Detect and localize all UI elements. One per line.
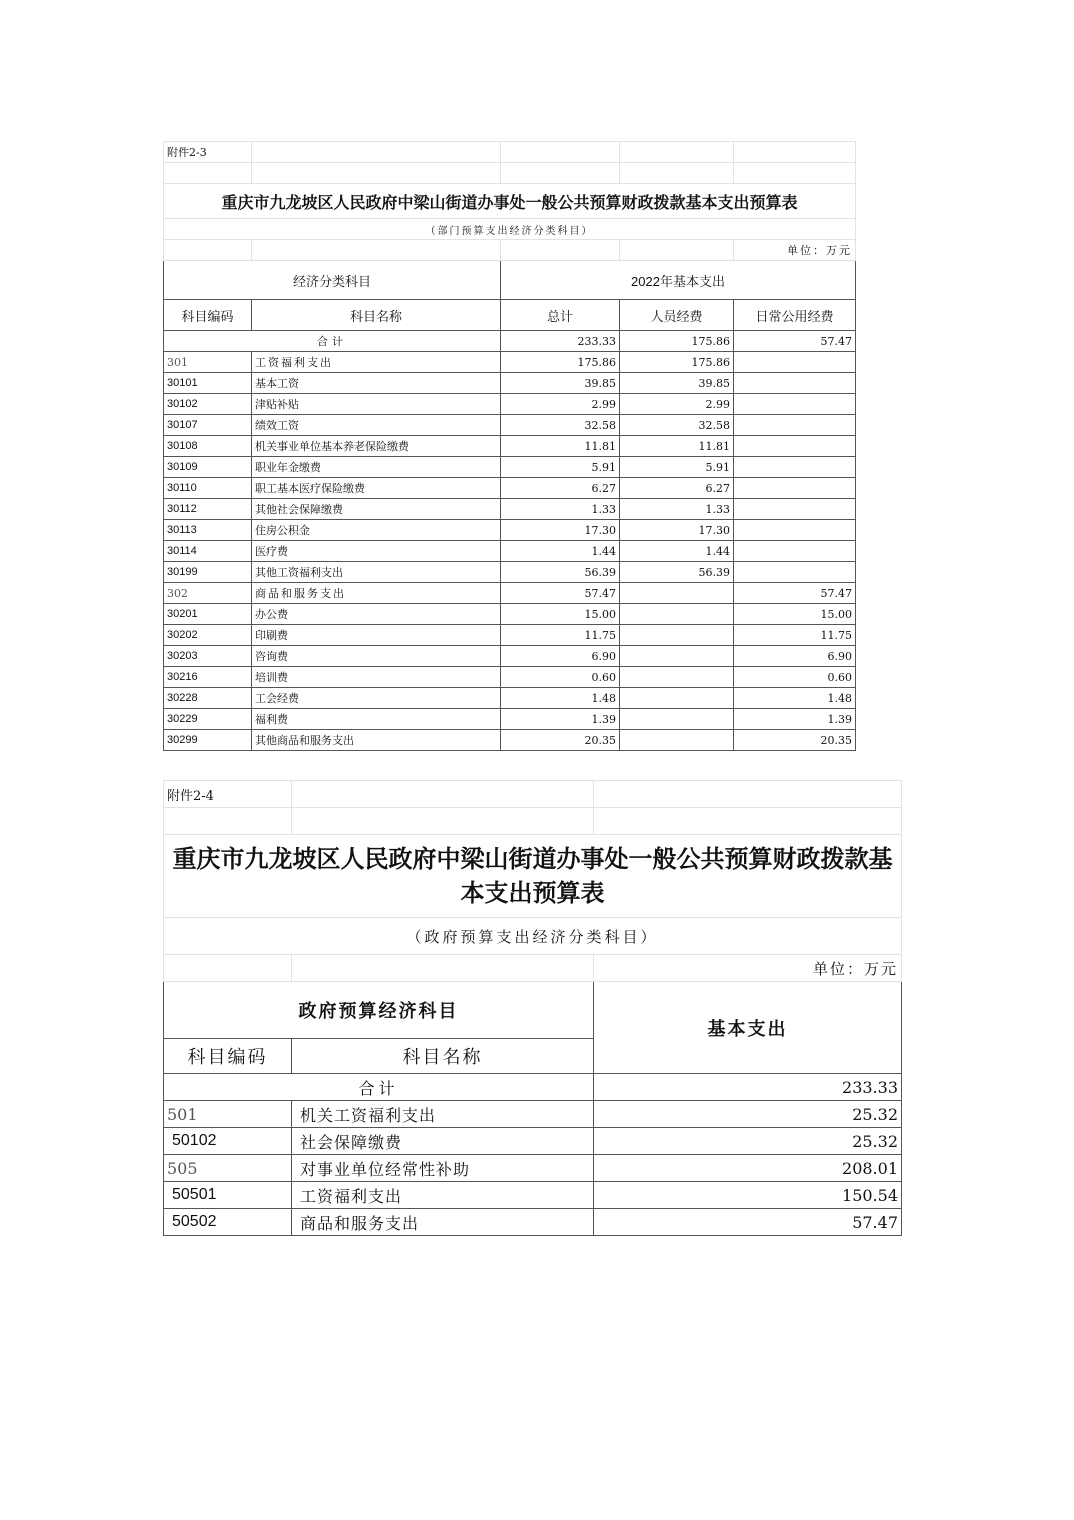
table-row [164,1209,902,1236]
row-total: 1.33 [501,499,620,520]
row-name: 职工基本医疗保险缴费 [252,478,501,499]
row-total: 6.90 [501,646,620,667]
row-total: 1.44 [501,541,620,562]
row-value: 25.32 [594,1101,902,1128]
table-row [164,1182,902,1209]
row-personnel: 56.39 [620,562,734,583]
row-name: 绩效工资 [252,415,501,436]
table-row [164,478,856,499]
header-personnel: 人员经费 [620,300,734,331]
row-public: 11.75 [734,625,856,646]
header-total: 总计 [501,300,620,331]
row-public: 15.00 [734,604,856,625]
table-row [164,583,856,604]
row-value: 57.47 [594,1209,902,1236]
row-code: 30110 [164,478,252,499]
total-sum: 233.33 [501,331,620,352]
row-public: 57.47 [734,583,856,604]
row-total: 20.35 [501,730,620,751]
row-public: 6.90 [734,646,856,667]
row-name: 商品和服务支出 [292,1209,594,1236]
total-label: 合计 [164,331,501,352]
row-code: 30109 [164,457,252,478]
table-row [164,541,856,562]
table-row [164,373,856,394]
table-row [164,646,856,667]
row-code: 30228 [164,688,252,709]
row-name: 住房公积金 [252,520,501,541]
table-row [164,1128,902,1155]
table-row [164,667,856,688]
row-name: 其他工资福利支出 [252,562,501,583]
row-total: 11.75 [501,625,620,646]
table-title: 重庆市九龙坡区人民政府中梁山街道办事处一般公共预算财政拨款基本支出预算表 [164,835,902,918]
row-personnel [620,583,734,604]
row-public [734,436,856,457]
table-row [164,562,856,583]
row-public [734,520,856,541]
row-name: 机关事业单位基本养老保险缴费 [252,436,501,457]
unit-label: 单位：万元 [594,955,902,982]
row-total: 1.48 [501,688,620,709]
row-name: 培训费 [252,667,501,688]
row-name: 工资福利支出 [252,352,501,373]
table-row [164,415,856,436]
row-code: 30201 [164,604,252,625]
header-name: 科目名称 [252,300,501,331]
row-public: 1.48 [734,688,856,709]
table-subtitle: （部门预算支出经济分类科目） [164,219,856,240]
row-personnel: 5.91 [620,457,734,478]
row-personnel: 17.30 [620,520,734,541]
table-row [164,499,856,520]
row-personnel [620,688,734,709]
table-row [164,604,856,625]
row-code: 30229 [164,709,252,730]
unit-label: 单位：万元 [734,240,856,261]
row-code: 50501 [164,1182,292,1209]
table-row [164,625,856,646]
row-public [734,394,856,415]
total-label: 合计 [164,1074,594,1101]
row-name: 工会经费 [252,688,501,709]
row-personnel [620,604,734,625]
row-personnel: 6.27 [620,478,734,499]
row-code: 30202 [164,625,252,646]
row-name: 办公费 [252,604,501,625]
row-name: 社会保障缴费 [292,1128,594,1155]
row-total: 175.86 [501,352,620,373]
header-basic-expenditure: 基本支出 [594,982,902,1074]
row-public [734,373,856,394]
row-name: 对事业单位经常性补助 [292,1155,594,1182]
row-personnel [620,709,734,730]
header-code: 科目编码 [164,1039,292,1074]
row-name: 工资福利支出 [292,1182,594,1209]
row-code: 30112 [164,499,252,520]
row-code: 30102 [164,394,252,415]
row-code: 30299 [164,730,252,751]
row-code: 50502 [164,1209,292,1236]
table-row [164,709,856,730]
row-public [734,457,856,478]
row-public [734,478,856,499]
row-personnel [620,646,734,667]
row-public: 0.60 [734,667,856,688]
row-personnel: 39.85 [620,373,734,394]
row-code: 30199 [164,562,252,583]
row-personnel [620,667,734,688]
table-row [164,730,856,751]
row-public [734,562,856,583]
row-total: 5.91 [501,457,620,478]
row-personnel: 1.44 [620,541,734,562]
row-value: 208.01 [594,1155,902,1182]
row-public [734,352,856,373]
table-row [164,1101,902,1128]
row-code: 30108 [164,436,252,457]
row-code: 50102 [164,1128,292,1155]
row-total: 15.00 [501,604,620,625]
header-econ-category: 经济分类科目 [164,261,501,300]
row-public [734,541,856,562]
row-code: 30101 [164,373,252,394]
row-total: 57.47 [501,583,620,604]
total-public: 57.47 [734,331,856,352]
header-basic-expenditure: 2022年基本支出 [501,261,856,300]
row-name: 津贴补贴 [252,394,501,415]
row-total: 2.99 [501,394,620,415]
row-name: 基本工资 [252,373,501,394]
row-personnel: 11.81 [620,436,734,457]
row-public: 20.35 [734,730,856,751]
row-code: 30216 [164,667,252,688]
row-name: 商品和服务支出 [252,583,501,604]
row-total: 0.60 [501,667,620,688]
table-row [164,394,856,415]
row-name: 职业年金缴费 [252,457,501,478]
row-code: 301 [164,352,252,373]
row-total: 1.39 [501,709,620,730]
row-total: 32.58 [501,415,620,436]
total-value: 233.33 [594,1074,902,1101]
dept-basic-expenditure-table [163,141,856,751]
row-public [734,415,856,436]
table-row [164,352,856,373]
attachment-label: 附件2-3 [164,142,252,163]
row-total: 17.30 [501,520,620,541]
table-row [164,688,856,709]
attachment-label: 附件2-4 [164,781,292,808]
row-total: 11.81 [501,436,620,457]
row-personnel: 2.99 [620,394,734,415]
row-code: 302 [164,583,252,604]
row-name: 其他社会保障缴费 [252,499,501,520]
row-code: 501 [164,1101,292,1128]
row-code: 30107 [164,415,252,436]
table-row [164,1155,902,1182]
row-name: 其他商品和服务支出 [252,730,501,751]
row-personnel: 32.58 [620,415,734,436]
row-name: 印刷费 [252,625,501,646]
row-personnel: 1.33 [620,499,734,520]
row-total: 39.85 [501,373,620,394]
row-name: 机关工资福利支出 [292,1101,594,1128]
header-gov-econ-category: 政府预算经济科目 [164,982,594,1039]
gov-basic-expenditure-table [163,780,902,1236]
row-total: 6.27 [501,478,620,499]
total-personnel: 175.86 [620,331,734,352]
header-code: 科目编码 [164,300,252,331]
row-value: 150.54 [594,1182,902,1209]
row-public: 1.39 [734,709,856,730]
row-public [734,499,856,520]
table-row [164,457,856,478]
row-code: 30114 [164,541,252,562]
row-value: 25.32 [594,1128,902,1155]
row-personnel [620,730,734,751]
row-code: 505 [164,1155,292,1182]
header-public: 日常公用经费 [734,300,856,331]
row-name: 咨询费 [252,646,501,667]
table-title: 重庆市九龙坡区人民政府中梁山街道办事处一般公共预算财政拨款基本支出预算表 [164,184,856,219]
row-code: 30203 [164,646,252,667]
row-total: 56.39 [501,562,620,583]
row-name: 医疗费 [252,541,501,562]
row-code: 30113 [164,520,252,541]
row-personnel [620,625,734,646]
table-subtitle: （政府预算支出经济分类科目） [164,918,902,955]
header-name: 科目名称 [292,1039,594,1074]
table-row [164,520,856,541]
row-personnel: 175.86 [620,352,734,373]
table-row [164,436,856,457]
row-name: 福利费 [252,709,501,730]
